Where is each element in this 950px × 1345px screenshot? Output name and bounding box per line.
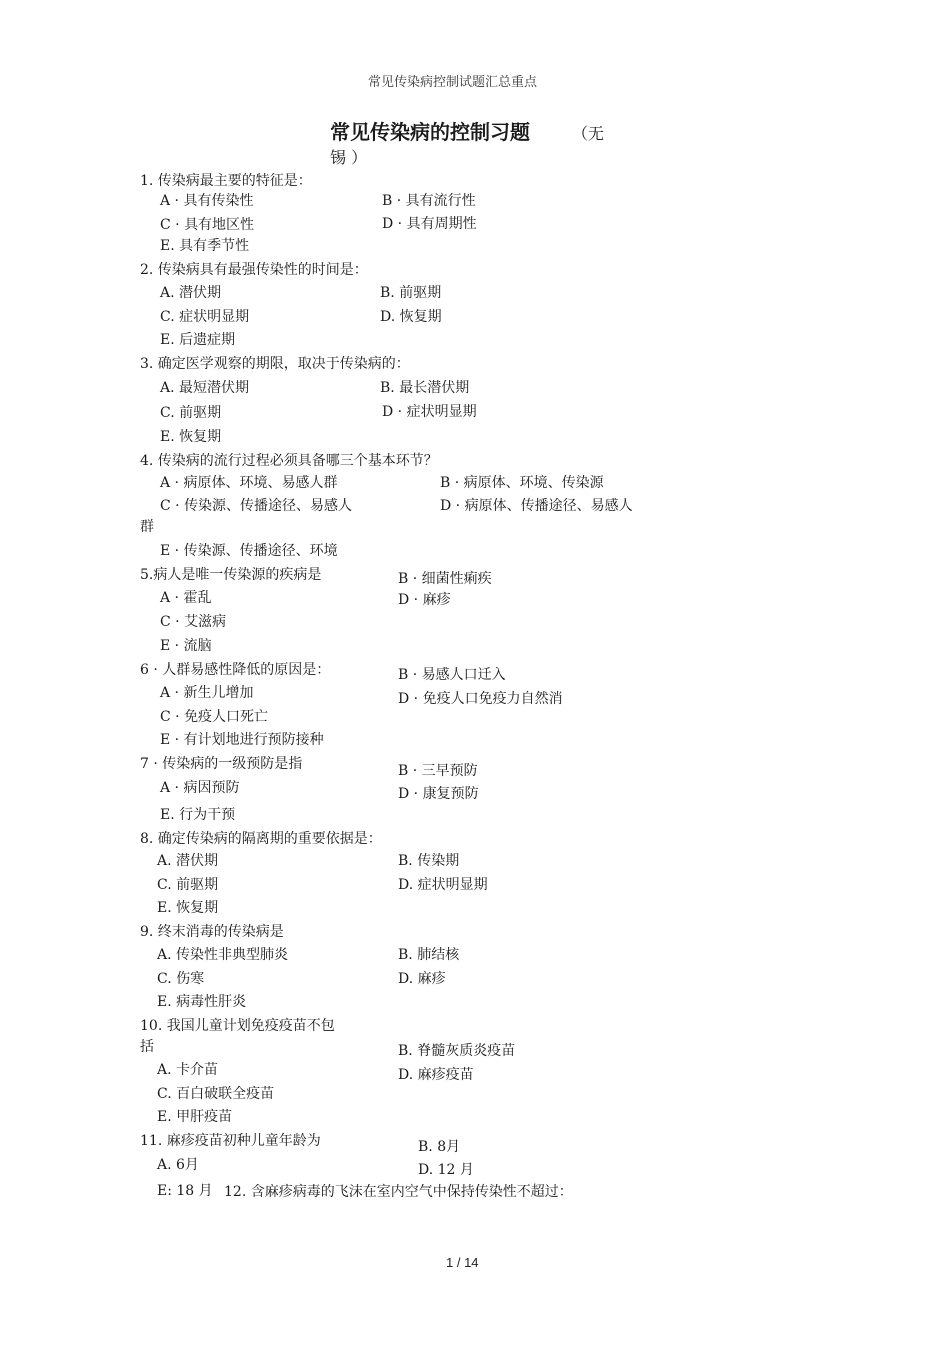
q8-option-c: C. 前驱期 bbox=[157, 877, 219, 893]
q10-option-b: B. 脊髓灰质炎疫苗 bbox=[398, 1043, 516, 1059]
question-10-wrap: 括 bbox=[140, 1039, 154, 1055]
q4-option-b: B · 病原体、环境、传染源 bbox=[440, 475, 604, 491]
question-3: 3. 确定医学观察的期限，取决于传染病的： bbox=[140, 356, 410, 372]
q2-option-b: B. 前驱期 bbox=[380, 285, 442, 301]
q7-option-d: D · 康复预防 bbox=[398, 786, 479, 802]
q1-option-c: C · 具有地区性 bbox=[160, 217, 255, 233]
question-10: 10. 我国儿童计划免疫疫苗不包 bbox=[140, 1018, 335, 1034]
q9-option-a: A. 传染性非典型肺炎 bbox=[157, 947, 289, 963]
q5-option-a: A · 霍乱 bbox=[160, 590, 212, 606]
q10-option-a: A. 卡介苗 bbox=[157, 1062, 219, 1078]
q3-option-c: C. 前驱期 bbox=[160, 405, 222, 421]
page-number: 1 / 14 bbox=[446, 1255, 479, 1270]
q2-option-d: D. 恢复期 bbox=[380, 309, 442, 325]
q4-option-a: A · 病原体、环境、易感人群 bbox=[160, 475, 338, 491]
question-1: 1. 传染病最主要的特征是： bbox=[140, 173, 312, 189]
q11-option-ce: E: 18 月 bbox=[157, 1183, 213, 1199]
q4-option-d: D · 病原体、传播途径、易感人 bbox=[440, 498, 633, 514]
q6-option-a: A · 新生儿增加 bbox=[160, 685, 254, 701]
q7-option-e: E. 行为干预 bbox=[160, 807, 236, 823]
question-4: 4. 传染病的流行过程必须具备哪三个基本环节？ bbox=[140, 453, 438, 469]
q5-option-b: B · 细菌性痢疾 bbox=[398, 571, 492, 587]
title-suffix-2: 锡 ） bbox=[330, 148, 368, 167]
q4-option-c-wrap: 群 bbox=[140, 519, 154, 535]
q5-option-d: D · 麻疹 bbox=[398, 592, 451, 608]
page-header: 常见传染病控制试题汇总重点 bbox=[368, 75, 538, 90]
q1-option-a: A · 具有传染性 bbox=[160, 193, 254, 209]
q6-option-c: C · 免疫人口死亡 bbox=[160, 709, 269, 725]
q9-option-b: B. 肺结核 bbox=[398, 947, 460, 963]
q1-option-d: D · 具有周期性 bbox=[382, 216, 477, 232]
question-7: 7 · 传染病的一级预防是指 bbox=[140, 756, 303, 772]
q5-option-c: C · 艾滋病 bbox=[160, 614, 227, 630]
q2-option-a: A. 潜伏期 bbox=[160, 285, 222, 301]
q3-option-d: D · 症状明显期 bbox=[382, 404, 477, 420]
q10-option-d: D. 麻疹疫苗 bbox=[398, 1067, 474, 1083]
q3-option-b: B. 最长潜伏期 bbox=[380, 380, 470, 396]
q10-option-c: C. 百白破联全疫苗 bbox=[157, 1086, 275, 1102]
question-12: 12. 含麻疹病毒的飞沫在室内空气中保持传染性不超过： bbox=[224, 1184, 573, 1200]
page-title: 常见传染病的控制习题 bbox=[330, 120, 530, 144]
q8-option-d: D. 症状明显期 bbox=[398, 877, 488, 893]
q6-option-e: E · 有计划地进行预防接种 bbox=[160, 732, 324, 748]
question-6: 6 · 人群易感性降低的原因是： bbox=[140, 662, 331, 678]
q1-option-e: E. 具有季节性 bbox=[160, 238, 250, 254]
q11-option-d: D. 12 月 bbox=[418, 1162, 474, 1178]
q8-option-e: E. 恢复期 bbox=[157, 900, 219, 916]
q11-option-b: B. 8月 bbox=[418, 1139, 461, 1155]
question-9: 9. 终末消毒的传染病是 bbox=[140, 924, 284, 940]
q6-option-d: D · 免疫人口免疫力自然消 bbox=[398, 691, 563, 707]
question-2: 2. 传染病具有最强传染性的时间是： bbox=[140, 262, 368, 278]
q9-option-e: E. 病毒性肝炎 bbox=[157, 994, 247, 1010]
q1-option-b: B · 具有流行性 bbox=[382, 193, 476, 209]
q4-option-c: C · 传染源、传播途径、易感人 bbox=[160, 498, 353, 514]
question-8: 8. 确定传染病的隔离期的重要依据是： bbox=[140, 831, 382, 847]
q4-option-e: E · 传染源、传播途径、环境 bbox=[160, 543, 338, 559]
q7-option-a: A · 病因预防 bbox=[160, 780, 240, 796]
q2-option-e: E. 后遗症期 bbox=[160, 332, 236, 348]
q9-option-d: D. 麻疹 bbox=[398, 971, 446, 987]
q6-option-b: B · 易感人口迁入 bbox=[398, 667, 506, 683]
q2-option-c: C. 症状明显期 bbox=[160, 309, 250, 325]
q7-option-b: B · 三早预防 bbox=[398, 763, 478, 779]
title-suffix: （无 bbox=[572, 124, 605, 143]
q8-option-b: B. 传染期 bbox=[398, 853, 460, 869]
q3-option-e: E. 恢复期 bbox=[160, 429, 222, 445]
q5-option-e: E · 流脑 bbox=[160, 638, 212, 654]
question-11: 11. 麻疹疫苗初种儿童年龄为 bbox=[140, 1133, 321, 1149]
q3-option-a: A. 最短潜伏期 bbox=[160, 380, 250, 396]
q11-option-a: A. 6月 bbox=[157, 1157, 199, 1173]
question-5: 5.病人是唯一传染源的疾病是 bbox=[140, 567, 322, 583]
q8-option-a: A. 潜伏期 bbox=[157, 853, 219, 869]
q9-option-c: C. 伤寒 bbox=[157, 971, 205, 987]
q10-option-e: E. 甲肝疫苗 bbox=[157, 1109, 233, 1125]
